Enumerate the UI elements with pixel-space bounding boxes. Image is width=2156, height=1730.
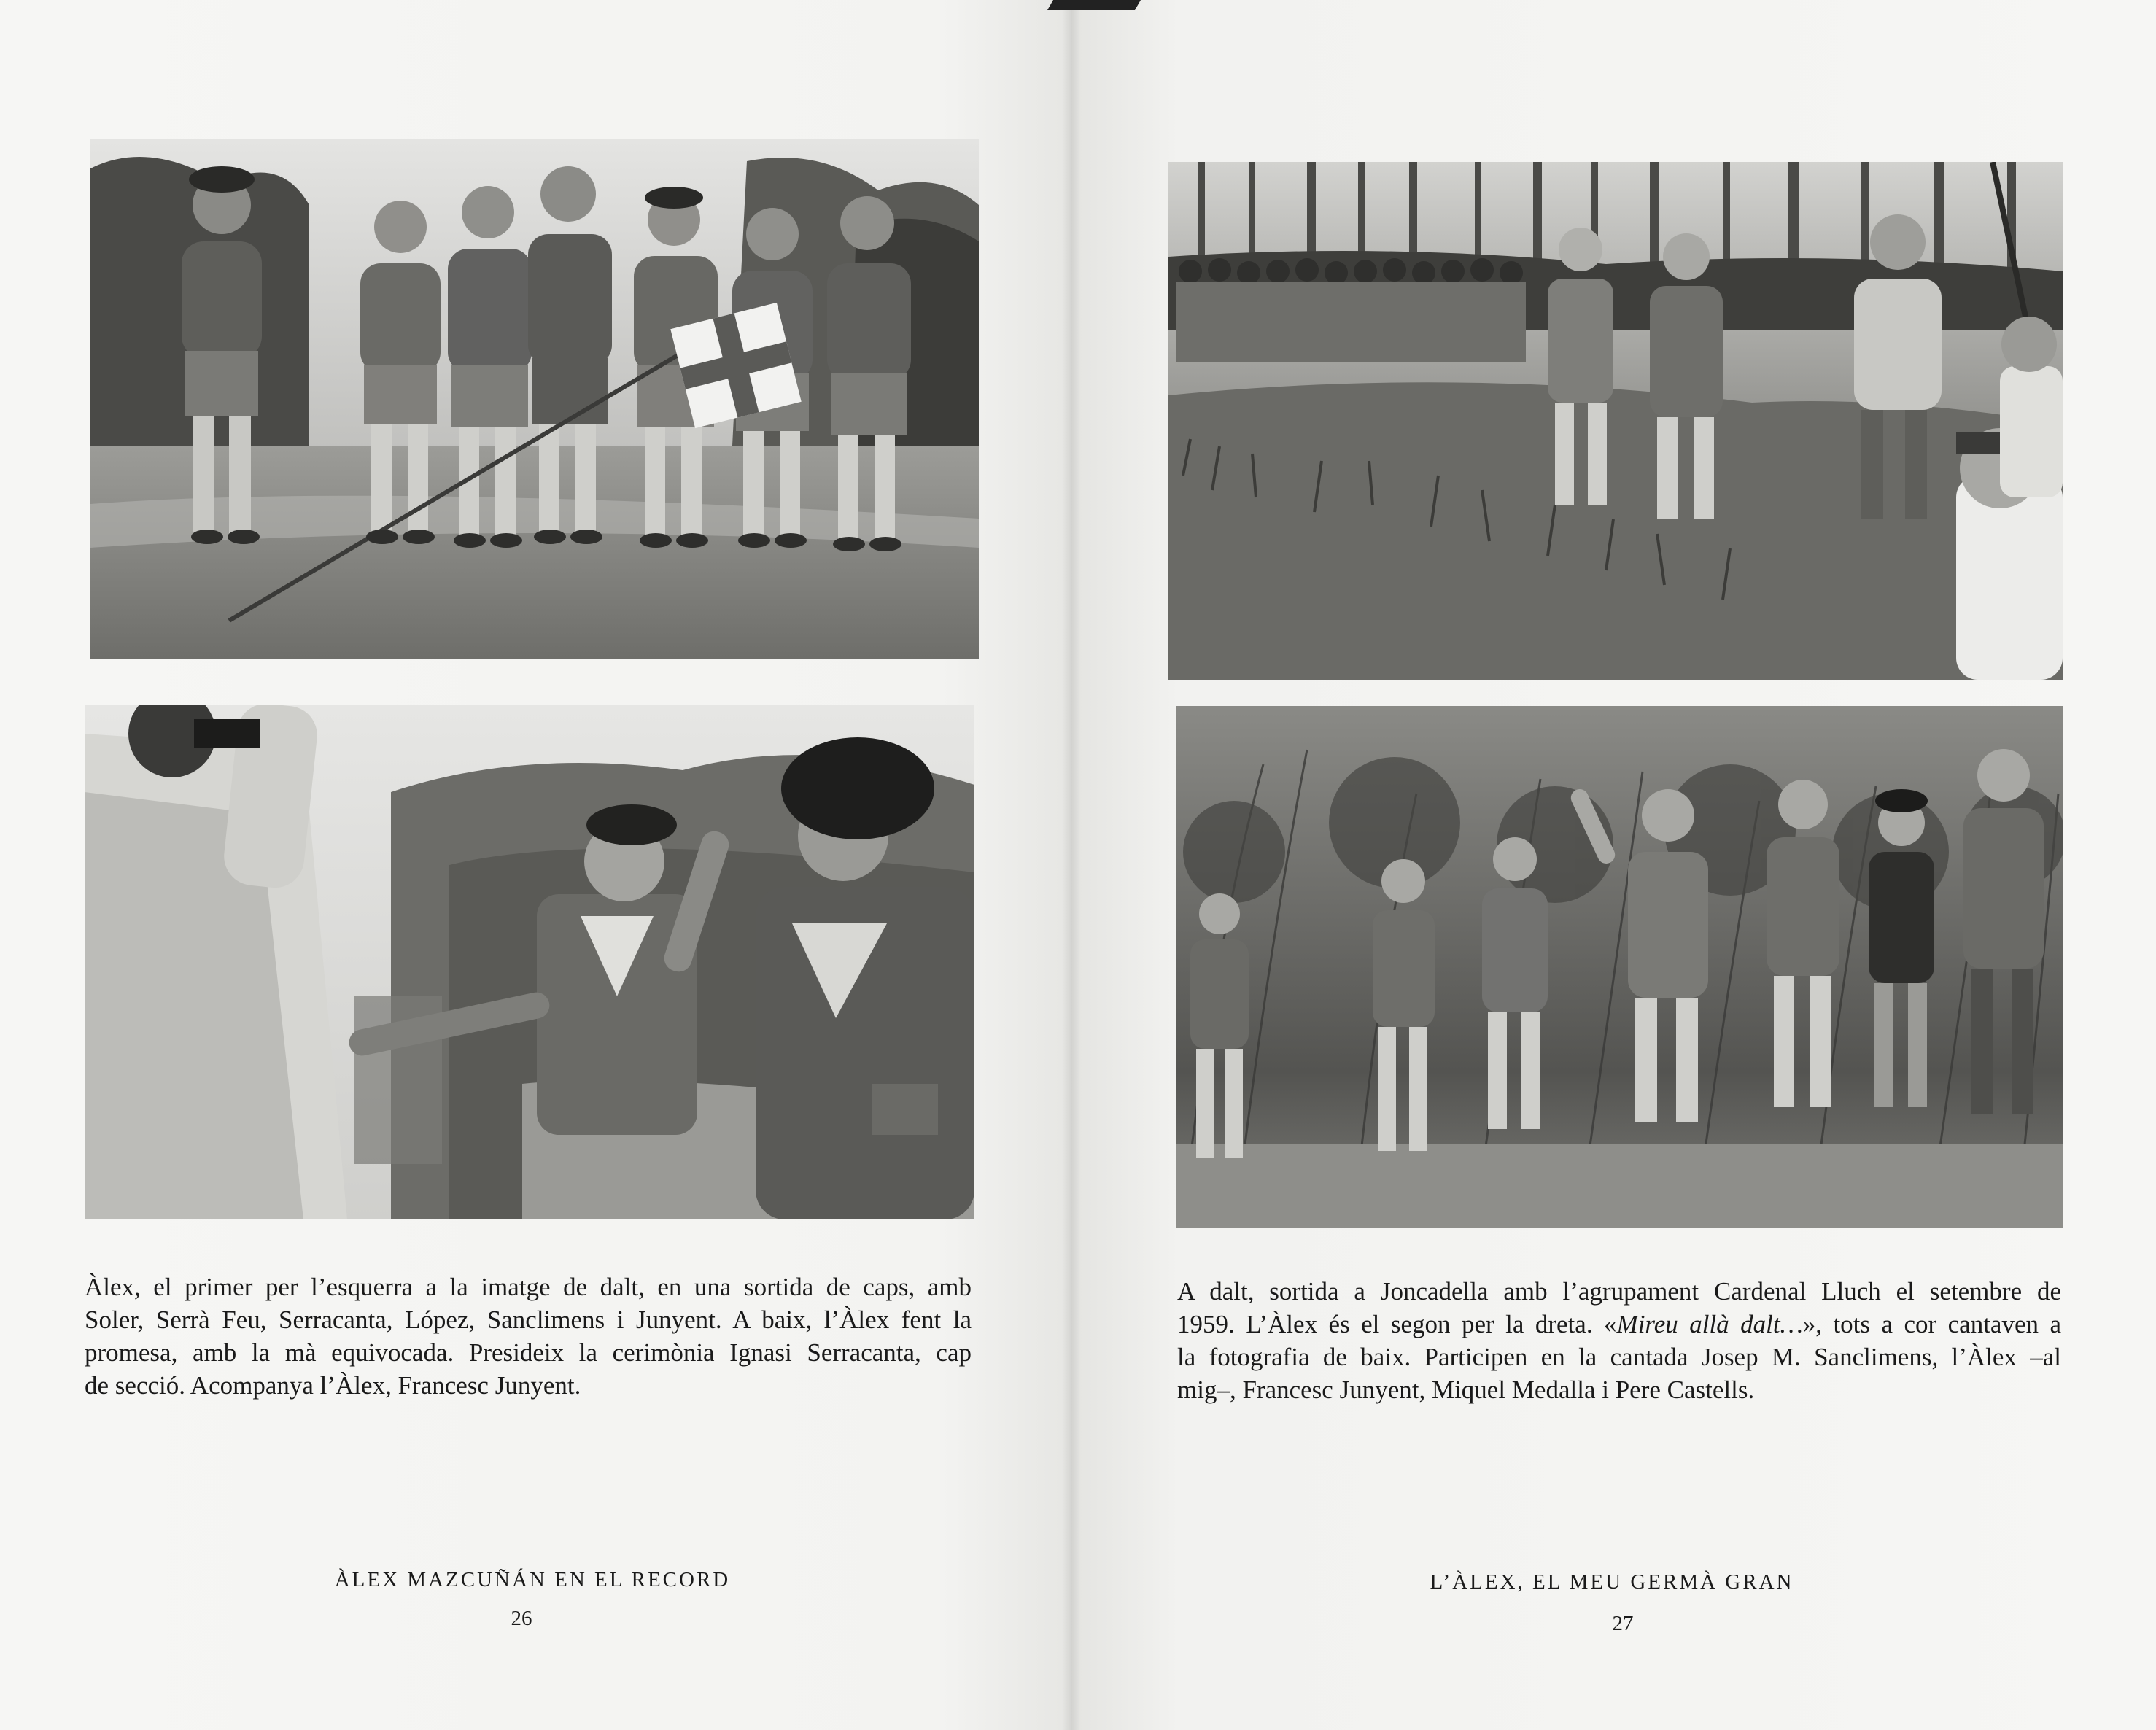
caption-quote-italic: Mireu allà dalt… [1616,1310,1803,1338]
scan-edge-mark [1047,0,1141,10]
caption-line: A dalt, sortida a Joncadella amb l’agrupament Cardenal Lluch el setembre de [1177,1277,2061,1306]
running-head-right: L’ÀLEX, EL MEU GERMÀ GRAN [1430,1570,1794,1594]
caption-line-with-quote [1177,1308,2061,1341]
page-number-left: 26 [511,1607,532,1630]
book-gutter [1062,0,1081,1730]
caption-right [1177,1275,2061,1406]
page-number-right: 27 [1612,1612,1634,1635]
caption-line: Àlex, el primer per l’esquerra a la imatge de dalt, en una sortida de caps, amb [85,1273,972,1301]
caption-line: promesa, amb la mà equivocada. Presideix la cerimònia Ignasi Serracanta, cap [85,1338,972,1367]
running-head-left: ÀLEX MAZCUÑÁN EN EL RECORD [334,1568,731,1591]
photo-scouts-singing [1176,706,2063,1228]
caption-line: de secció. Acompanya l’Àlex, Francesc Junyent. [85,1371,581,1400]
caption-left [85,1271,972,1402]
caption-text-segment: », tots a cor cantaven a [1802,1310,2061,1338]
caption-line: Soler, Serrà Feu, Serracanta, López, Sanclimens i Junyent. A baix, l’Àlex fent la [85,1306,972,1334]
photo-scouts-march-forest [1168,162,2063,680]
caption-line: mig–, Francesc Junyent, Miquel Medalla i Pere Castells. [1177,1376,1755,1404]
caption-line: la fotografia de baix. Participen en la cantada Josep M. Sanclimens, l’Àlex –al [1177,1343,2061,1371]
caption-text-segment: 1959. L’Àlex és el segon per la dreta. « [1177,1310,1617,1338]
photo-scout-promise-ceremony [85,705,974,1219]
photo-scouts-group-with-flag [90,139,979,659]
